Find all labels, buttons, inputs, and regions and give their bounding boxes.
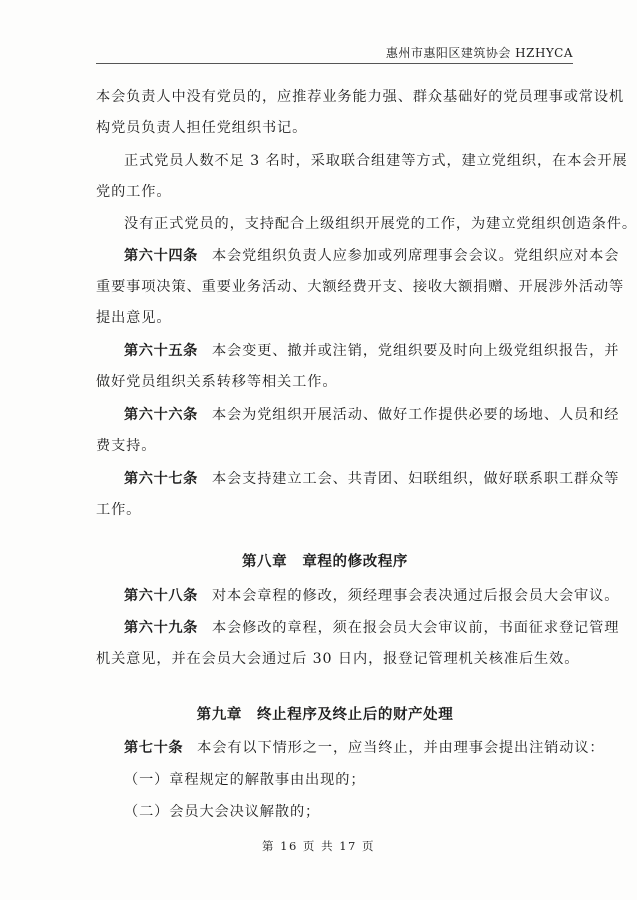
article-text: 本会变更、撤并或注销，党组织要及时向上级党组织报告，并 xyxy=(211,343,620,359)
paragraph-line: 本会负责人中没有党员的，应推荐业务能力强、群众基础好的党员理事或常设机 xyxy=(96,89,625,105)
article-text: 本会有以下情形之一，应当终止，并由理事会提出注销动议： xyxy=(197,740,605,756)
article-label: 第六十四条 xyxy=(124,248,198,264)
page-number: 第 16 页 共 17 页 xyxy=(261,839,376,853)
list-item: （二）会员大会决议解散的； xyxy=(124,804,321,820)
paragraph-line: 党的工作。 xyxy=(96,184,172,200)
paragraph-line: 费支持。 xyxy=(96,438,157,454)
article-64 xyxy=(124,241,620,272)
paragraph-line: 做好党员组织关系转移等相关工作。 xyxy=(96,374,338,390)
header-rule xyxy=(96,63,573,64)
paragraph-line: 重要事项决策、重要业务活动、大额经费开支、接收大额捐赠、开展涉外活动等 xyxy=(96,279,625,295)
article-69 xyxy=(124,613,620,644)
paragraph-line: 机关意见，并在会员大会通过后 30 日内，报登记管理机关核准后生效。 xyxy=(96,651,580,667)
list-item: （一）章程规定的解散事由出现的； xyxy=(124,772,366,788)
article-68 xyxy=(124,581,620,612)
paragraph-line: 构党员负责人担任党组织书记。 xyxy=(96,120,308,136)
paragraph-line: 正式党员人数不足 3 名时，采取联合组建等方式，建立党组织，在本会开展 xyxy=(124,153,628,169)
article-label: 第七十条 xyxy=(124,740,184,756)
chapter-8-heading: 第八章 章程的修改程序 xyxy=(241,554,409,570)
article-67 xyxy=(124,464,620,495)
page-header: 惠州市惠阳区建筑协会 HZHYCA xyxy=(385,46,573,60)
article-text: 本会修改的章程，须在报会员大会审议前，书面征求登记管理 xyxy=(211,620,620,636)
chapter-9-heading: 第九章 终止程序及终止后的财产处理 xyxy=(196,707,454,723)
article-70 xyxy=(124,733,605,764)
article-text: 对本会章程的修改，须经理事会表决通过后报会员大会审议。 xyxy=(211,588,620,604)
paragraph-line: 没有正式党员的，支持配合上级组织开展党的工作，为建立党组织创造条件。 xyxy=(124,216,637,232)
article-label: 第六十九条 xyxy=(124,620,198,636)
article-label: 第六十六条 xyxy=(124,407,198,423)
article-65 xyxy=(124,336,620,367)
article-label: 第六十七条 xyxy=(124,471,198,487)
article-label: 第六十五条 xyxy=(124,343,198,359)
article-text: 本会为党组织开展活动、做好工作提供必要的场地、人员和经 xyxy=(211,407,620,423)
article-text: 本会党组织负责人应参加或列席理事会会议。党组织应对本会 xyxy=(211,248,620,264)
article-66 xyxy=(124,400,620,431)
paragraph-line: 提出意见。 xyxy=(96,310,172,326)
paragraph-line: 工作。 xyxy=(96,502,142,518)
article-text: 本会支持建立工会、共青团、妇联组织，做好联系职工群众等 xyxy=(211,471,620,487)
article-label: 第六十八条 xyxy=(124,588,198,604)
